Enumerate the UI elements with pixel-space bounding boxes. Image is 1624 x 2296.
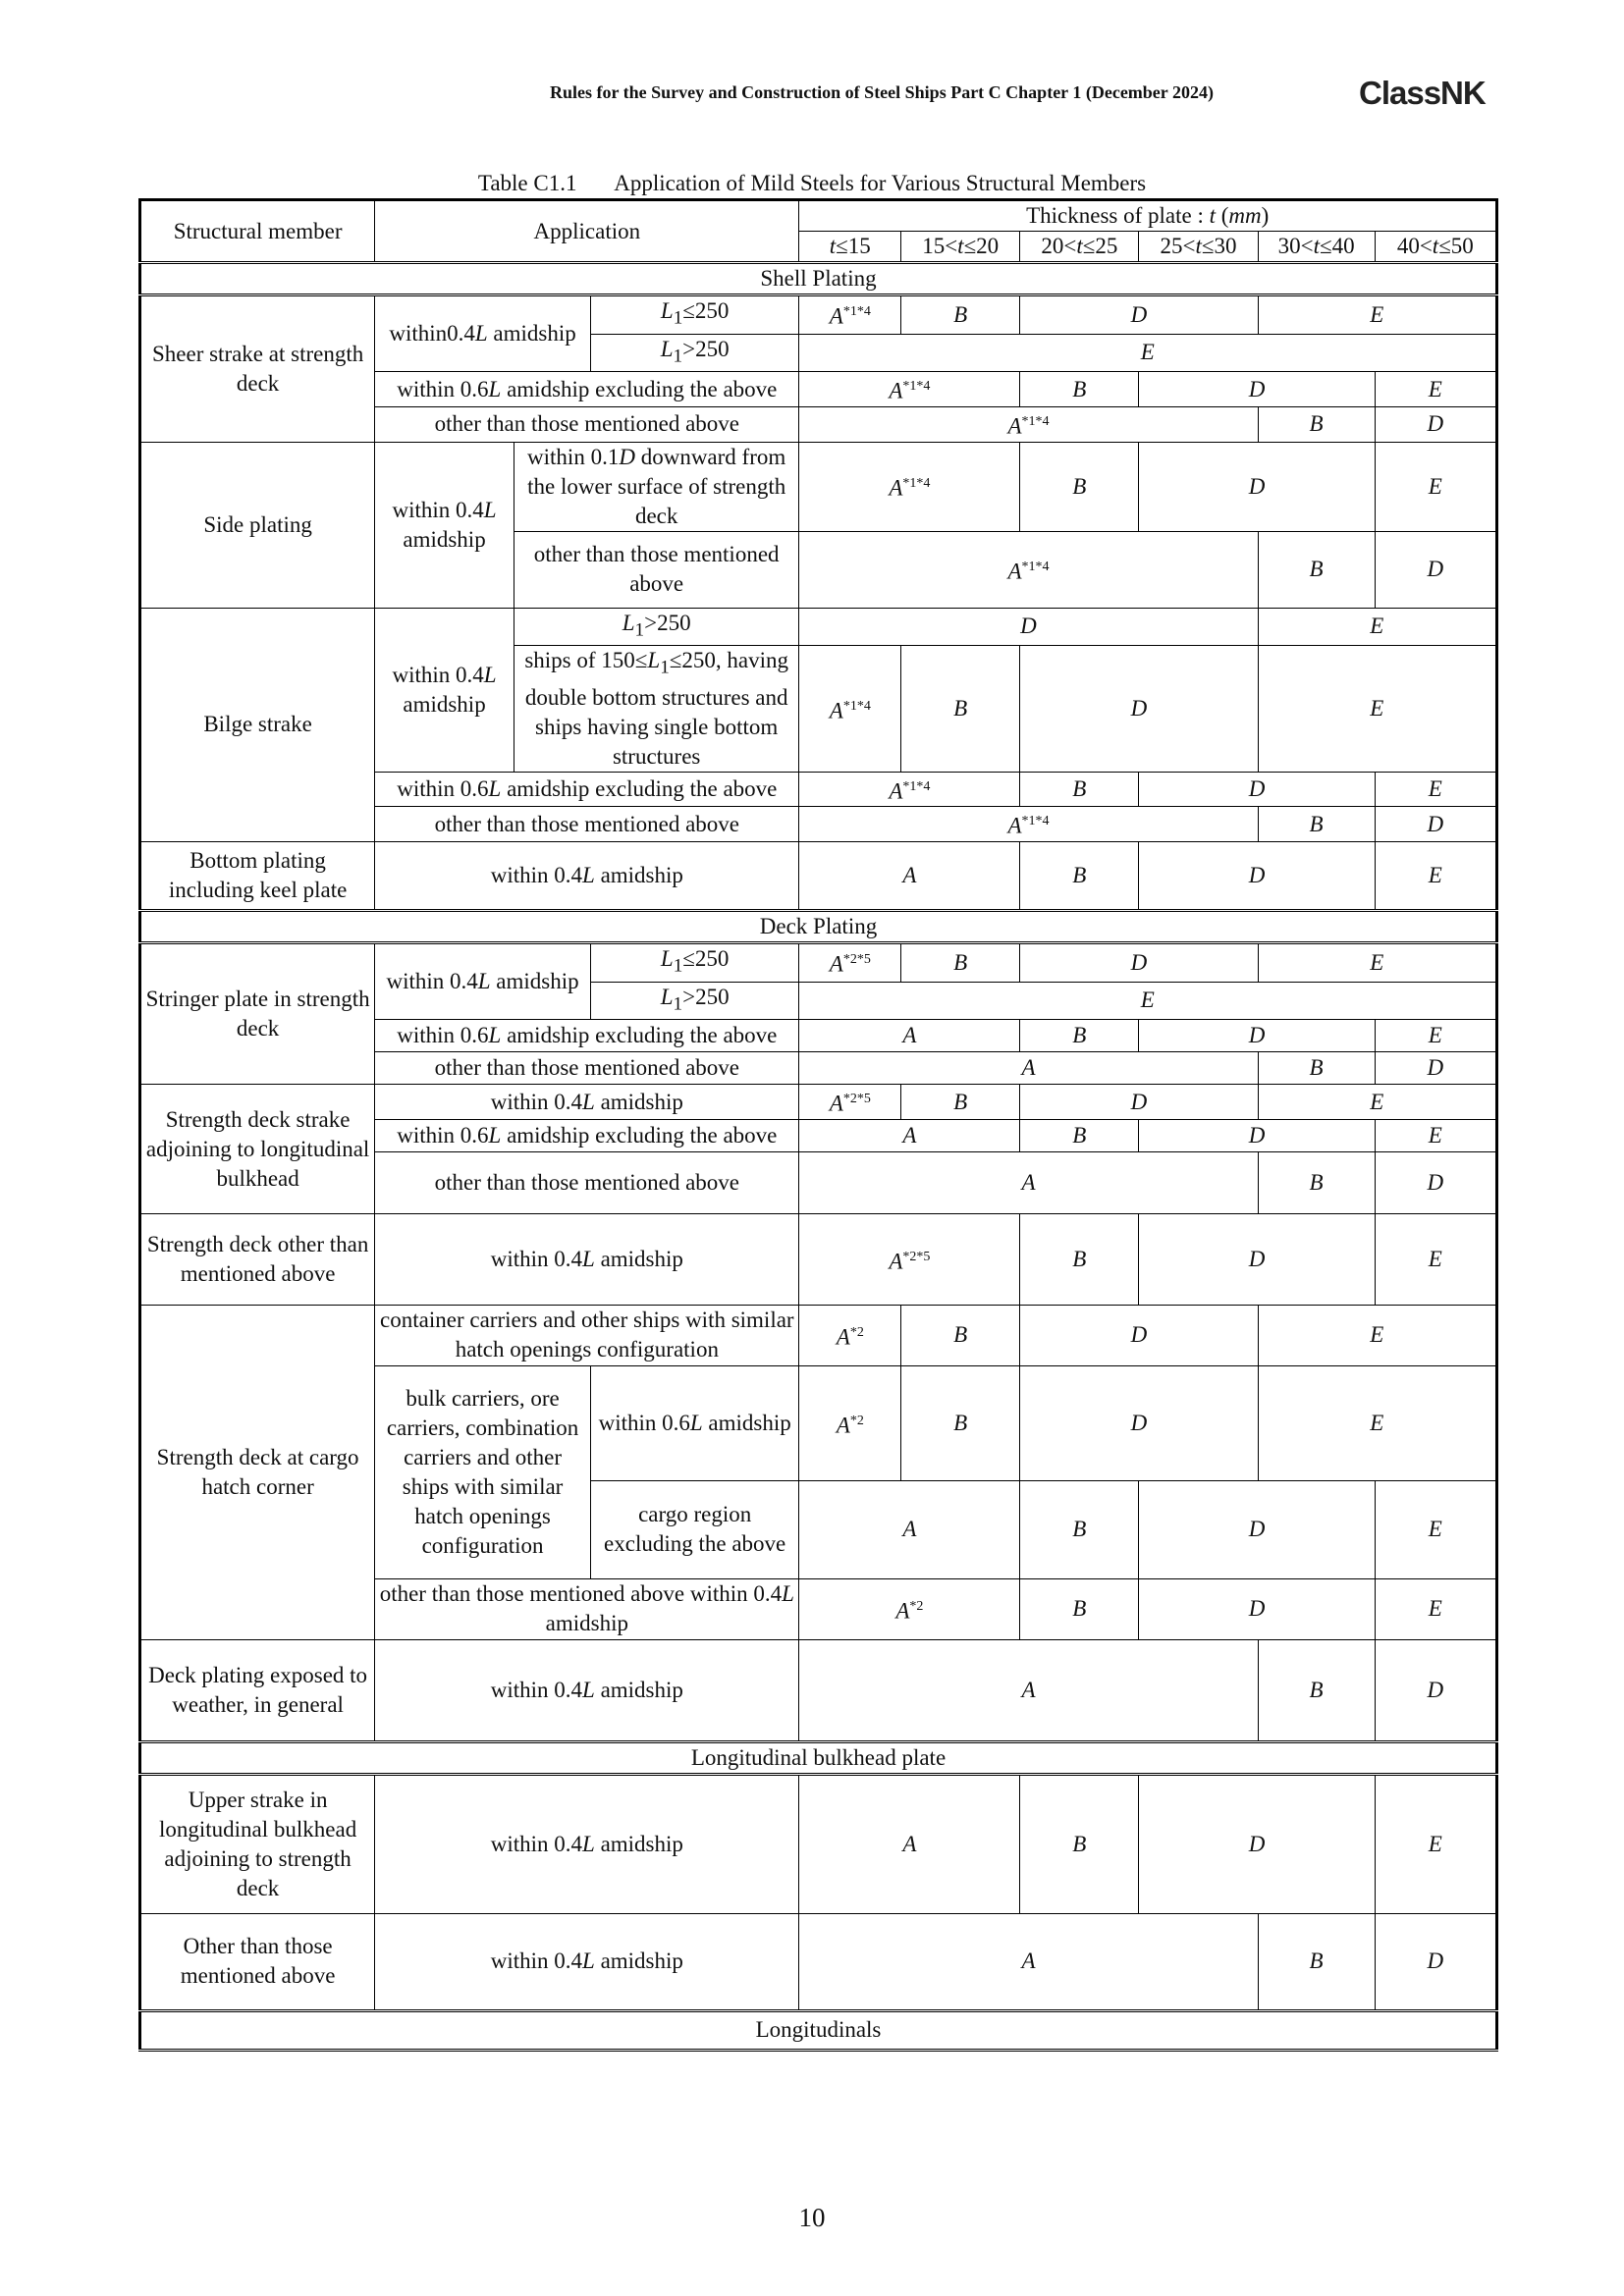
grade-cell: $A^{*2*5}$ bbox=[799, 1085, 901, 1120]
header-row bbox=[140, 200, 1497, 232]
grade-cell: E bbox=[1258, 608, 1496, 646]
grade-cell: B bbox=[901, 1085, 1020, 1120]
table-number: Table C1.1 bbox=[477, 171, 577, 195]
grade-cell: B bbox=[1020, 772, 1139, 807]
grade-cell: E bbox=[1375, 1774, 1496, 1913]
member-other: Other than those mentioned above bbox=[140, 1913, 375, 2010]
app-other: other than those mentioned above bbox=[375, 807, 799, 842]
grade-cell: A bbox=[799, 1480, 1020, 1578]
table-row bbox=[140, 1085, 1497, 1120]
grade-cell: A bbox=[799, 1913, 1258, 2010]
grade-cell: B bbox=[1020, 1774, 1139, 1913]
app-within04: within0.4L amidship bbox=[375, 295, 591, 372]
app-other: other than those mentioned above bbox=[514, 531, 799, 608]
grade-cell: D bbox=[1139, 1213, 1375, 1305]
grade-cell: B bbox=[1020, 442, 1139, 531]
section-deck: Deck Plating bbox=[140, 911, 1497, 943]
app-L1-le: $L_1\le 250$ bbox=[590, 943, 799, 983]
grade-cell: $A^{*2}$ bbox=[799, 1305, 901, 1365]
grade-cell: B bbox=[1020, 372, 1139, 407]
app-within04-2line: within 0.4L amidship bbox=[375, 442, 514, 608]
grade-cell: D bbox=[1020, 295, 1258, 335]
app-within06-excl: within 0.6L amidship excluding the above bbox=[375, 1119, 799, 1151]
table-row bbox=[140, 1913, 1497, 2010]
grade-cell: E bbox=[1375, 1480, 1496, 1578]
table-row bbox=[140, 608, 1497, 646]
grade-cell: B bbox=[1020, 1020, 1139, 1052]
grade-cell: B bbox=[1020, 1119, 1139, 1151]
member-side: Side plating bbox=[140, 442, 375, 608]
thickness-header: Thickness of plate : t (mm) bbox=[799, 200, 1497, 232]
grade-cell: $A^{*1*4}$ bbox=[799, 531, 1258, 608]
section-row bbox=[140, 2010, 1497, 2050]
grade-cell: A bbox=[799, 1052, 1258, 1085]
grade-cell: B bbox=[1258, 807, 1375, 842]
grade-cell: E bbox=[1258, 943, 1496, 983]
grade-cell: A bbox=[799, 1119, 1020, 1151]
grade-cell: A bbox=[799, 842, 1020, 911]
grade-cell: B bbox=[1258, 406, 1375, 442]
member-upper-strake: Upper strake in longitudinal bulkhead adjoining to strength deck bbox=[140, 1774, 375, 1913]
col-t50: 40<t≤50 bbox=[1375, 232, 1496, 263]
col-t25: 20<t≤25 bbox=[1020, 232, 1139, 263]
app-within01D: within 0.1D downward from the lower surface of strength deck bbox=[514, 442, 799, 531]
grade-cell: B bbox=[1258, 531, 1375, 608]
running-header: Rules for the Survey and Construction of Steel Ships Part C Chapter 1 (December 2024) bbox=[550, 82, 1214, 102]
grade-cell: B bbox=[901, 646, 1020, 773]
app-bulk: bulk carriers, ore carriers, combination carriers and other ships with similar hatch openings configuration bbox=[375, 1365, 591, 1578]
grade-cell: D bbox=[1020, 1305, 1258, 1365]
grade-cell: D bbox=[1020, 1085, 1258, 1120]
grade-cell: E bbox=[1375, 1119, 1496, 1151]
table-caption bbox=[0, 171, 1624, 196]
member-header: Structural member bbox=[140, 200, 375, 263]
page-number: 10 bbox=[798, 2203, 826, 2232]
col-t20: 15<t≤20 bbox=[901, 232, 1020, 263]
app-L1-gt: $L_1>250$ bbox=[590, 982, 799, 1020]
grade-cell: B bbox=[901, 295, 1020, 335]
app-other-within04: other than those mentioned above within 0.4L amidship bbox=[375, 1578, 799, 1639]
grade-cell: E bbox=[1375, 372, 1496, 407]
grade-cell: $A^{*2*5}$ bbox=[799, 943, 901, 983]
grade-cell: D bbox=[1375, 406, 1496, 442]
table-row bbox=[140, 1305, 1497, 1365]
app-other: other than those mentioned above bbox=[375, 406, 799, 442]
app-within04: within 0.4L amidship bbox=[375, 1213, 799, 1305]
classnk-logo: ClassNK bbox=[1359, 75, 1486, 111]
grade-cell: D bbox=[1139, 1020, 1375, 1052]
grade-cell: E bbox=[1375, 1578, 1496, 1639]
grade-cell: D bbox=[1020, 1365, 1258, 1480]
app-within06: within 0.6L amidship bbox=[590, 1365, 799, 1480]
app-within04: within 0.4L amidship bbox=[375, 1639, 799, 1741]
member-bilge: Bilge strake bbox=[140, 608, 375, 842]
grade-cell: A bbox=[799, 1151, 1258, 1213]
grade-cell: D bbox=[1375, 1639, 1496, 1741]
app-other: other than those mentioned above bbox=[375, 1052, 799, 1085]
application-header: Application bbox=[375, 200, 799, 263]
app-within04: within 0.4L amidship bbox=[375, 842, 799, 911]
grade-cell: D bbox=[1139, 1774, 1375, 1913]
grade-cell: E bbox=[1258, 646, 1496, 773]
section-bulkhead: Longitudinal bulkhead plate bbox=[140, 1741, 1497, 1774]
grade-cell: $A^{*1*4}$ bbox=[799, 442, 1020, 531]
app-within04-2line: within 0.4L amidship bbox=[375, 608, 514, 772]
section-row bbox=[140, 1741, 1497, 1774]
grade-cell: D bbox=[1375, 531, 1496, 608]
grade-cell: B bbox=[1020, 842, 1139, 911]
section-longitudinals: Longitudinals bbox=[140, 2010, 1497, 2050]
app-within06-excl: within 0.6L amidship excluding the above bbox=[375, 1020, 799, 1052]
app-L1-le: $L_1\le 250$ bbox=[590, 295, 799, 335]
grade-cell: D bbox=[1020, 943, 1258, 983]
table-row bbox=[140, 842, 1497, 911]
grade-cell: B bbox=[901, 943, 1020, 983]
grade-cell: $A^{*2*5}$ bbox=[799, 1213, 1020, 1305]
col-t15: t≤15 bbox=[799, 232, 901, 263]
grade-cell: A bbox=[799, 1639, 1258, 1741]
app-within04: within 0.4L amidship bbox=[375, 1913, 799, 2010]
table-row bbox=[140, 943, 1497, 983]
member-sheer: Sheer strake at strength deck bbox=[140, 295, 375, 443]
app-ships150: ships of $150\le L_1\le 250$, having double bottom structures and ships having single bottom structures bbox=[514, 646, 799, 773]
app-within06-excl: within 0.6L amidship excluding the above bbox=[375, 372, 799, 407]
table-row bbox=[140, 1213, 1497, 1305]
grade-cell: B bbox=[901, 1365, 1020, 1480]
app-L1-gt: $L_1>250$ bbox=[514, 608, 799, 646]
section-row bbox=[140, 911, 1497, 943]
grade-cell: A bbox=[799, 1774, 1020, 1913]
grade-cell: D bbox=[1139, 1119, 1375, 1151]
grade-cell: E bbox=[1375, 772, 1496, 807]
grade-cell: $A^{*1*4}$ bbox=[799, 372, 1020, 407]
app-within06-excl: within 0.6L amidship excluding the above bbox=[375, 772, 799, 807]
app-other: other than those mentioned above bbox=[375, 1151, 799, 1213]
grade-cell: D bbox=[799, 608, 1258, 646]
grade-cell: D bbox=[1375, 1052, 1496, 1085]
grade-cell: D bbox=[1139, 1480, 1375, 1578]
grade-cell: B bbox=[1258, 1052, 1375, 1085]
grade-cell: B bbox=[901, 1305, 1020, 1365]
grade-cell: E bbox=[1375, 842, 1496, 911]
grade-cell: D bbox=[1139, 442, 1375, 531]
mild-steel-table bbox=[138, 198, 1498, 2052]
grade-cell: $A^{*1*4}$ bbox=[799, 406, 1258, 442]
member-weather: Deck plating exposed to weather, in general bbox=[140, 1639, 375, 1741]
app-L1-gt: $L_1>250$ bbox=[590, 334, 799, 372]
grade-cell: B bbox=[1020, 1578, 1139, 1639]
col-t40: 30<t≤40 bbox=[1258, 232, 1375, 263]
grade-cell: $A^{*2}$ bbox=[799, 1578, 1020, 1639]
member-deck-strake: Strength deck strake adjoining to longitudinal bulkhead bbox=[140, 1085, 375, 1214]
grade-cell: E bbox=[1258, 1365, 1496, 1480]
grade-cell: A bbox=[799, 1020, 1020, 1052]
grade-cell: D bbox=[1139, 842, 1375, 911]
grade-cell: D bbox=[1375, 1151, 1496, 1213]
table-row bbox=[140, 295, 1497, 335]
grade-cell: E bbox=[1375, 442, 1496, 531]
grade-cell: $A^{*2}$ bbox=[799, 1365, 901, 1480]
grade-cell: D bbox=[1139, 372, 1375, 407]
member-stringer: Stringer plate in strength deck bbox=[140, 943, 375, 1085]
member-deck-other: Strength deck other than mentioned above bbox=[140, 1213, 375, 1305]
grade-cell: E bbox=[799, 982, 1497, 1020]
grade-cell: B bbox=[1258, 1151, 1375, 1213]
grade-cell: B bbox=[1020, 1213, 1139, 1305]
grade-cell: $A^{*1*4}$ bbox=[799, 646, 901, 773]
grade-cell: B bbox=[1258, 1913, 1375, 2010]
grade-cell: $A^{*1*4}$ bbox=[799, 807, 1258, 842]
grade-cell: B bbox=[1020, 1480, 1139, 1578]
grade-cell: $A^{*1*4}$ bbox=[799, 772, 1020, 807]
grade-cell: $A^{*1*4}$ bbox=[799, 295, 901, 335]
grade-cell: D bbox=[1139, 772, 1375, 807]
col-t30: 25<t≤30 bbox=[1139, 232, 1258, 263]
table-title: Application of Mild Steels for Various Structural Members bbox=[614, 171, 1147, 195]
app-container: container carriers and other ships with similar hatch openings configuration bbox=[375, 1305, 799, 1365]
table-row bbox=[140, 442, 1497, 531]
grade-cell: E bbox=[1375, 1020, 1496, 1052]
section-row bbox=[140, 263, 1497, 295]
app-within04: within 0.4L amidship bbox=[375, 1774, 799, 1913]
member-bottom: Bottom plating including keel plate bbox=[140, 842, 375, 911]
grade-cell: E bbox=[1375, 1213, 1496, 1305]
app-within04: within 0.4L amidship bbox=[375, 943, 591, 1020]
grade-cell: D bbox=[1375, 807, 1496, 842]
app-cargo-region: cargo region excluding the above bbox=[590, 1480, 799, 1578]
grade-cell: D bbox=[1020, 646, 1258, 773]
grade-cell: E bbox=[1258, 1085, 1496, 1120]
section-shell: Shell Plating bbox=[140, 263, 1497, 295]
member-hatch: Strength deck at cargo hatch corner bbox=[140, 1305, 375, 1639]
grade-cell: E bbox=[1258, 295, 1496, 335]
grade-cell: D bbox=[1139, 1578, 1375, 1639]
table-row bbox=[140, 1639, 1497, 1741]
grade-cell: E bbox=[799, 334, 1497, 372]
grade-cell: D bbox=[1375, 1913, 1496, 2010]
table-row bbox=[140, 1774, 1497, 1913]
grade-cell: E bbox=[1258, 1305, 1496, 1365]
app-within04: within 0.4L amidship bbox=[375, 1085, 799, 1120]
grade-cell: B bbox=[1258, 1639, 1375, 1741]
